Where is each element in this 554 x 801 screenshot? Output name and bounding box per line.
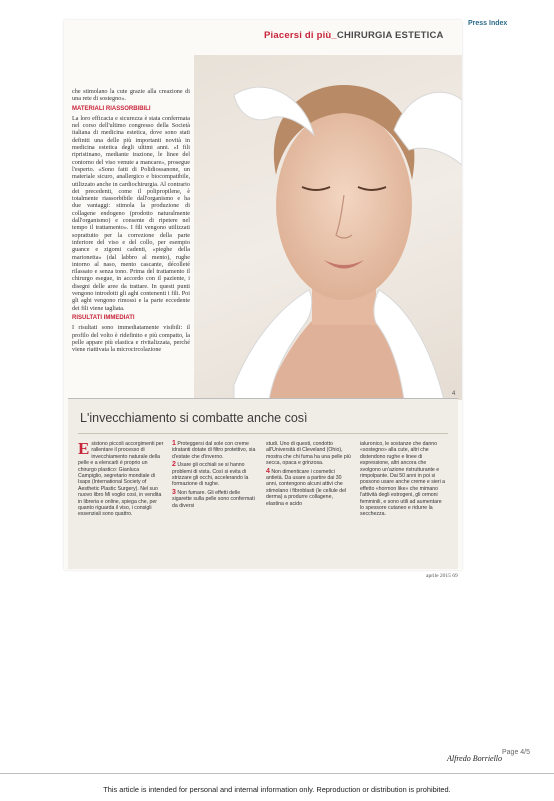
tip-2: 2 Usare gli occhiali se si hanno problemi di vista. Così si evita di strizzare gli occhi, accelerando la formazione di rughe. [172, 461, 249, 488]
box-divider [78, 433, 448, 434]
photo-credit: 4 [452, 391, 456, 397]
subhead-materials: MATERIALI RIASSORBIBILI [72, 105, 151, 112]
disclaimer: This article is intended for personal and internal information only. Reproduction or distribution is prohibited. [103, 785, 451, 794]
author-signature: Alfredo Borriello [447, 754, 503, 763]
page-number: Page 4/5 [502, 749, 531, 756]
materials-paragraph: La loro efficacia e sicurezza è stata confermata nel corso dell'ultimo congresso della Società italiana di medicina estetica, dove sono stati definiti una delle più importanti novità in medicina estetica degli ultimi anni. «I fili ripristinano, mediante trazione, le linee del contorno del viso venute a mancare», prosegue l'esperto. «Sono fatti di Polidiossanone, un materiale sicuro, anallergico e biocompatibile, utilizzato anche in cardiochirurgia. Al contrario dei precedenti, come il polipropilene, è totalmente riassorbibile dall'organismo e ha due vantaggi: stimola la produzione di collagene endogeno (prodotto naturalmente dall'organismo) e consente di ripetere nel tempo il trattamento». I fili vengono utilizzati soprattutto per la correzione della parte inferiore del viso e del collo, per esempio guance e zigomi cadenti, «pieghe della marionetta» (dal labbro al mento), rughe intorno al naso, mento cascante, décolleté rilassato e senza tono. Prima del trattamento il chirurgo esegue, in accordo con il paziente, i disegni delle aree da trattare. In questi punti vengono introdotti gli aghi contenenti i fili. Poi gli aghi vengono rimossi e la parte eccedente dei fili viene tagliata. [72, 114, 190, 312]
tip-3: 3 Non fumare. Gli effetti delle sigarette sulla pelle sono confermati da diversi [172, 488, 255, 509]
tip-number: 3 [172, 488, 176, 496]
left-column [72, 88, 190, 356]
box-intro: Esistono piccoli accorgimenti per rallentare il processo di invecchiamento naturale della pelle e a elencarli è proprio un chirurgo plastico: Gianluca Campiglio, segretario mondiale di Isaps (International Society of Aesthetic Plastic Surgery). Nel suo nuovo libro Mi voglio così, in vendita in libreria e online, spiega che, per quanto riguarda il viso, i consigli essenziali sono quattro. [78, 439, 164, 518]
box-column-2 [172, 441, 258, 511]
box-column-3 [266, 441, 352, 509]
page-info: aprile 2015 69 [426, 573, 458, 579]
box-col3-text: studi. Uno di questi, condotto all'Università di Cleveland (Ohio), mostra che chi fuma ha una pelle più secca, opaca e grinzosa. [266, 441, 351, 467]
section-header [264, 30, 454, 46]
tip-4: 4 Non dimenticare i cosmetici antietà. Da usare a partire dai 30 anni, contengono alcuni attivi che stimolano i fibroblasti (le cellule del derma) a produrre collagene, elastina e acido [266, 467, 347, 507]
tip-1: 1 Proteggersi dal sole con creme idratanti dotate di filtro protettivo, sia d'estate che d'inverno. [172, 440, 256, 460]
dropcap: E [78, 439, 90, 458]
woman-face-illustration [194, 55, 462, 400]
section-label: Piacersi di più_ [264, 30, 337, 41]
subhead-results: RISULTATI IMMEDIATI [72, 314, 135, 321]
tip-number: 4 [266, 467, 270, 475]
tip-number: 2 [172, 461, 176, 469]
intro-paragraph: che stimolano la cute grazie alla creazione di una rete di sostegno». [72, 88, 190, 103]
face-photo [194, 55, 462, 400]
tips-box [68, 398, 458, 569]
topic-label: CHIRURGIA ESTETICA [336, 30, 444, 41]
box-column-1 [78, 441, 164, 520]
press-index-logo: Press Index [468, 20, 508, 27]
footer-divider [0, 773, 554, 774]
results-paragraph: I risultati sono immediatamente visibili: il profilo del volto è ridefinito e più compatto, la pelle appare più elastica e rivitalizzata, perché viene riattivata la microcircolazione [72, 324, 190, 354]
tip-number: 1 [172, 440, 176, 447]
box-col4-text: ialuronico, le sostanze che danno «sostegno» alla cute, altri che distendono rughe e linee di espressione, altri ancora che svolgono un'azione ristrutturante e rimpolpante. Dai 50 anni in poi si possono usare anche creme e sieri a effetto «hormon like» che mimano l'attività degli estrogeni, gli ormoni femminili, e sono utili ad aumentare lo spessore cutaneo e ridurre la secchezza. [360, 441, 446, 518]
box-title: L'invecchiamento si combatte anche così [80, 411, 308, 425]
box-column-4 [360, 441, 446, 520]
